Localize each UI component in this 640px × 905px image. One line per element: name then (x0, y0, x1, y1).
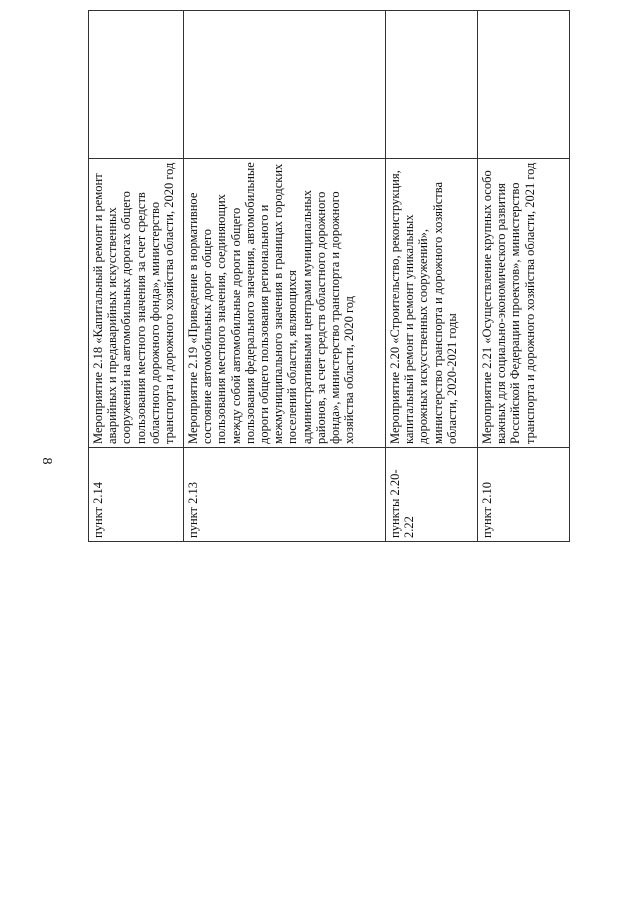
page-number: 8 (39, 457, 54, 465)
rotated-table-container (88, 11, 569, 542)
cell-measure: Мероприятие 2.19 «Приведение в нормативное состояние автомобильных дорог общего пользования местного значения, соединяющих между собой автомобильные дороги общего пользования федерального значения, автомобильные дороги общего пользования регионального и межмуниципального значения в границах городских поселений области, являющихся административными центрами муниципальных районов, за счет средств областного дорожного фонда», министерство транспорта и дорожного хозяйства области, 2020 год (184, 159, 386, 448)
cell-point: пункт 2.14 (89, 448, 184, 542)
cell-point: пункт 2.13 (184, 448, 386, 542)
cell-point: пункты 2.20-2.22 (386, 448, 478, 542)
table-row (184, 11, 386, 542)
cell-empty (184, 11, 386, 159)
table-row (89, 11, 184, 542)
cell-empty (478, 11, 570, 159)
cell-point: пункт 2.10 (478, 448, 570, 542)
table-row (386, 11, 478, 542)
cell-measure: Мероприятие 2.18 «Капитальный ремонт и ремонт аварийных и предаварийных искусственных сооружений на автомобильных дорогах общего пользования местного значения за счет средств областного дорожного фонда», министерство транспорта и дорожного хозяйства области, 2020 год (89, 159, 184, 448)
cell-measure: Мероприятие 2.20 «Строительство, реконструкция, капитальный ремонт и ремонт уникальных дорожных искусственных сооружений», министерство транспорта и дорожного хозяйства области, 2020-2021 годы (386, 159, 478, 448)
table-row (478, 11, 570, 542)
cell-empty (89, 11, 184, 159)
measures-table (88, 10, 570, 542)
cell-measure: Мероприятие 2.21 «Осуществление крупных особо важных для социально-экономического развития Российской Федерации проектов», министерство транспорта и дорожного хозяйства области, 2021 год (478, 159, 570, 448)
cell-empty (386, 11, 478, 159)
